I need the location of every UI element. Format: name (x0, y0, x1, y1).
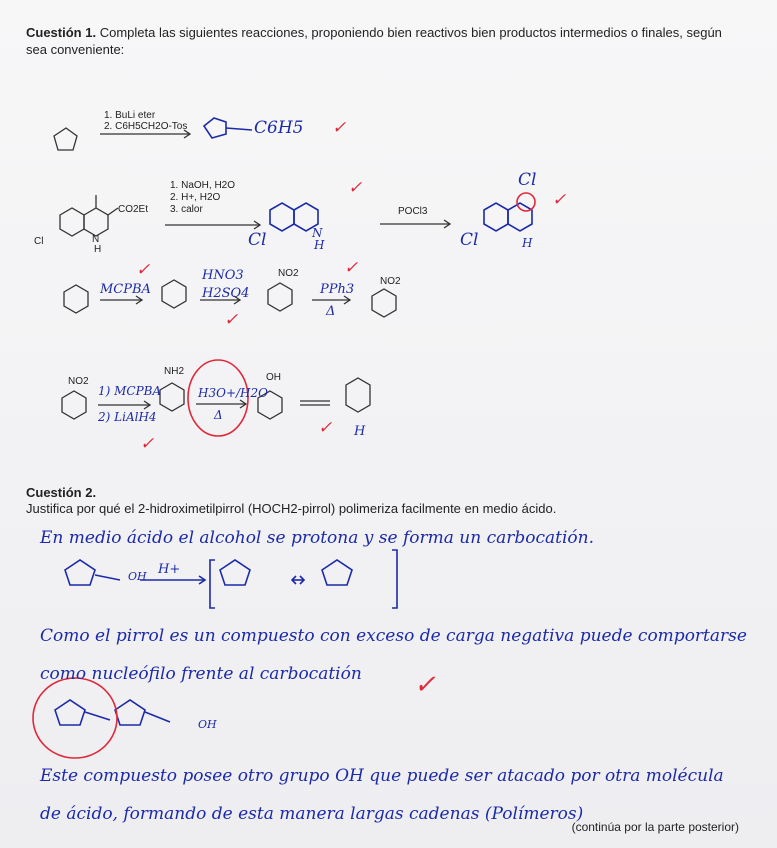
r4-oh: OH (266, 372, 281, 383)
answer-hplus: H+ (158, 562, 181, 577)
r2-n: N (92, 234, 100, 245)
r4-h: H (354, 424, 366, 439)
r2-h: H (94, 244, 102, 255)
question-2-text: Justifica por qué el 2-hidroximetilpirrol (HOCH2-pirrol) polimeriza facilmente en medio ácido. (26, 501, 557, 516)
r2-hand-h: H (314, 238, 325, 252)
question-1-number: Cuestión 1. (26, 25, 97, 40)
r2-hand-n: N (312, 226, 323, 240)
check-4: ✓ (136, 260, 151, 280)
answer-oh: OH (128, 570, 147, 583)
r3-pph3: PPh3 (320, 282, 355, 297)
footnote: (continúa por la parte posterior) (571, 820, 739, 834)
question-1-text: Completa las siguientes reacciones, proponiendo bien reactivos bien productos intermedios o finales, según sea conveniente: (26, 25, 722, 57)
r1-reagent1: 1. BuLi eter (104, 110, 156, 121)
quinolone-ring-b (84, 208, 108, 236)
r3-no2a: NO2 (278, 268, 299, 279)
answer-line-2: Como el pirrol es un compuesto con exceso de carga negativa puede comportarse (40, 626, 747, 646)
r4-acid: H3O+/H2O (198, 386, 268, 400)
check-1: ✓ (332, 118, 347, 138)
quinolone-ring-a (60, 208, 84, 236)
answer-line-1: En medio ácido el alcohol se protona y se forma un carbocatión. (40, 528, 594, 548)
check-q2: ✓ (414, 670, 436, 700)
answer-line-5: de ácido, formando de esta manera largas cadenas (Polímeros) (40, 804, 584, 824)
r4-step1: 1) MCPBA (98, 384, 162, 398)
check-2: ✓ (348, 178, 363, 198)
r2-step2: 2. H+, H2O (170, 192, 221, 203)
r4-step2: 2) LiAlH4 (98, 410, 157, 424)
r2-pocl3: POCl3 (398, 206, 428, 217)
answer-line-3: como nucleófilo frente al carbocatión (40, 664, 362, 684)
r2-step3: 3. calor (170, 204, 203, 215)
check-7: ✓ (140, 434, 155, 454)
r2-step1: 1. NaOH, H2O (170, 180, 236, 191)
r2-cl: Cl (34, 236, 44, 247)
check-6: ✓ (344, 258, 359, 278)
r4-delta: Δ (214, 408, 223, 422)
answer-oh2: OH (198, 718, 217, 731)
r2-hand-h2: H (522, 236, 533, 250)
r4-no2: NO2 (68, 376, 89, 387)
r4-nh2: NH2 (164, 366, 185, 377)
check-8: ✓ (318, 418, 333, 438)
r2-hand-cl3: Cl (518, 170, 537, 190)
hand-furan-product (204, 118, 226, 138)
check-5: ✓ (224, 310, 239, 330)
r3-h2so4: H2SO4 (202, 286, 250, 301)
furan-ring (54, 128, 77, 150)
r1-reagent2: 2. C6H5CH2O-Tos (104, 121, 188, 132)
r2-co2et: CO2Et (118, 204, 149, 215)
r2-hand-cl2: Cl (460, 230, 479, 250)
r3-delta: Δ (326, 304, 336, 319)
r3-mcpba: MCPBA (100, 282, 151, 297)
question-2-number: Cuestión 2. (26, 485, 97, 500)
r1-product-label: C6H5 (254, 118, 304, 138)
r2-hand-cl1: Cl (248, 230, 267, 250)
r3-no2b: NO2 (380, 276, 401, 287)
r3-hno3: HNO3 (202, 268, 244, 283)
question-2 (26, 484, 96, 501)
answer-line-4: Este compuesto posee otro grupo OH que puede ser atacado por otra molécula (40, 766, 724, 786)
check-3: ✓ (552, 190, 567, 210)
